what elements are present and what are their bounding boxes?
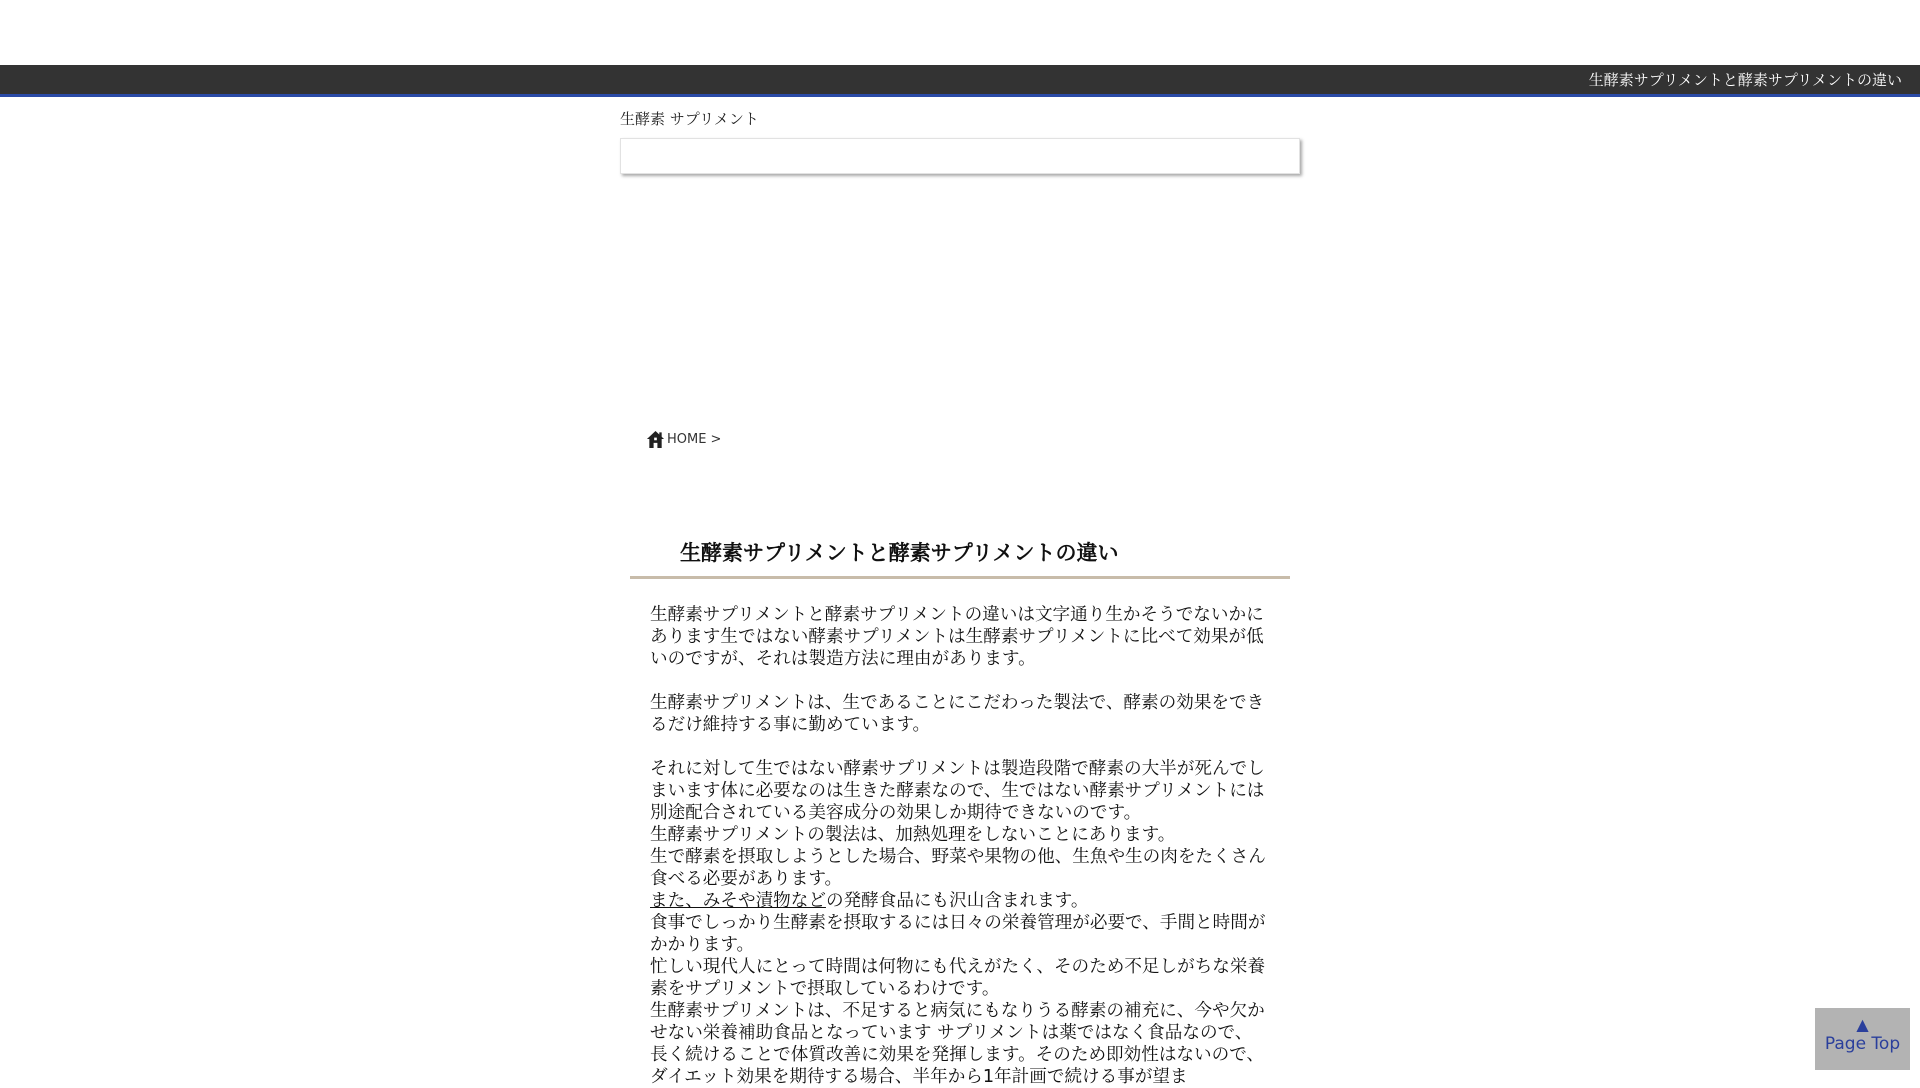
fermented-food-link[interactable]: また、みそや漬物など (650, 891, 826, 911)
paragraph-gap (650, 736, 1266, 758)
paragraph-8: 忙しい現代人にとって時間は何物にも代えがたく、そのため不足しがちな栄養素をサプリメントで摂取しているわけです。 (650, 957, 1266, 999)
paragraph-9: 生酵素サプリメントは、不足すると病気にもなりうる酵素の補充に、今や欠かせない栄養補助食品となっています サプリメントは薬ではなく食品なので、長く続けることで体質改善に効果を発揮します。そのため即効性はないので、ダイエット効果を期待する場合、半年から1年計画で続ける事が望ま (650, 1001, 1265, 1087)
paragraph-6 (650, 890, 1266, 912)
paragraph-2: 生酵素サプリメントは、生であることにこだわった製法で、酵素の効果をできるだけ維持する事に勤めています。 (650, 693, 1265, 735)
title-divider (630, 576, 1290, 579)
paragraph-4: 生酵素サプリメントの製法は、加熱処理をしないことにあります。 (650, 825, 1176, 845)
paragraph-gap (650, 670, 1266, 692)
header-banner-box (620, 138, 1300, 174)
page-top-button[interactable] (1815, 1008, 1910, 1070)
top-bar (0, 65, 1920, 97)
article-body (650, 604, 1266, 1088)
paragraph-7: 食事でしっかり生酵素を摂取するには日々の栄養管理が必要で、手間と時間がかかります。 (650, 913, 1266, 955)
paragraph-1: 生酵素サプリメントと酵素サプリメントの違いは文字通り生かそうでないかにあります生ではない酵素サプリメントは生酵素サプリメントに比べて効果が低いのですが、それは製造方法に理由があります。 (650, 605, 1264, 669)
up-arrow-icon: ▲ (1856, 1015, 1869, 1034)
breadcrumb-separator: > (710, 432, 722, 447)
paragraph-3: それに対して生ではない酵素サプリメントは製造段階で酵素の大半が死んでしまいます体に必要なのは生きた酵素なので、生ではない酵素サプリメントには別途配合されている美容成分の効果しか期待できないのです。 (650, 759, 1265, 823)
home-icon[interactable] (646, 430, 665, 449)
site-title[interactable]: 生酵素 サプリメント (620, 110, 759, 128)
link-suffix-text: の発酵食品にも沢山含まれます。 (825, 891, 1089, 911)
paragraph-5: 生で酵素を摂取しようとした場合、野菜や果物の他、生魚や生の肉をたくさん食べる必要があります。 (650, 847, 1266, 889)
topbar-page-title: 生酵素サプリメントと酵素サプリメントの違い (1588, 71, 1902, 89)
page-top-label: Page Top (1824, 1034, 1901, 1054)
breadcrumb (646, 430, 721, 449)
breadcrumb-home-link[interactable]: HOME (667, 432, 707, 447)
article-title: 生酵素サプリメントと酵素サプリメントの違い (680, 541, 1119, 565)
